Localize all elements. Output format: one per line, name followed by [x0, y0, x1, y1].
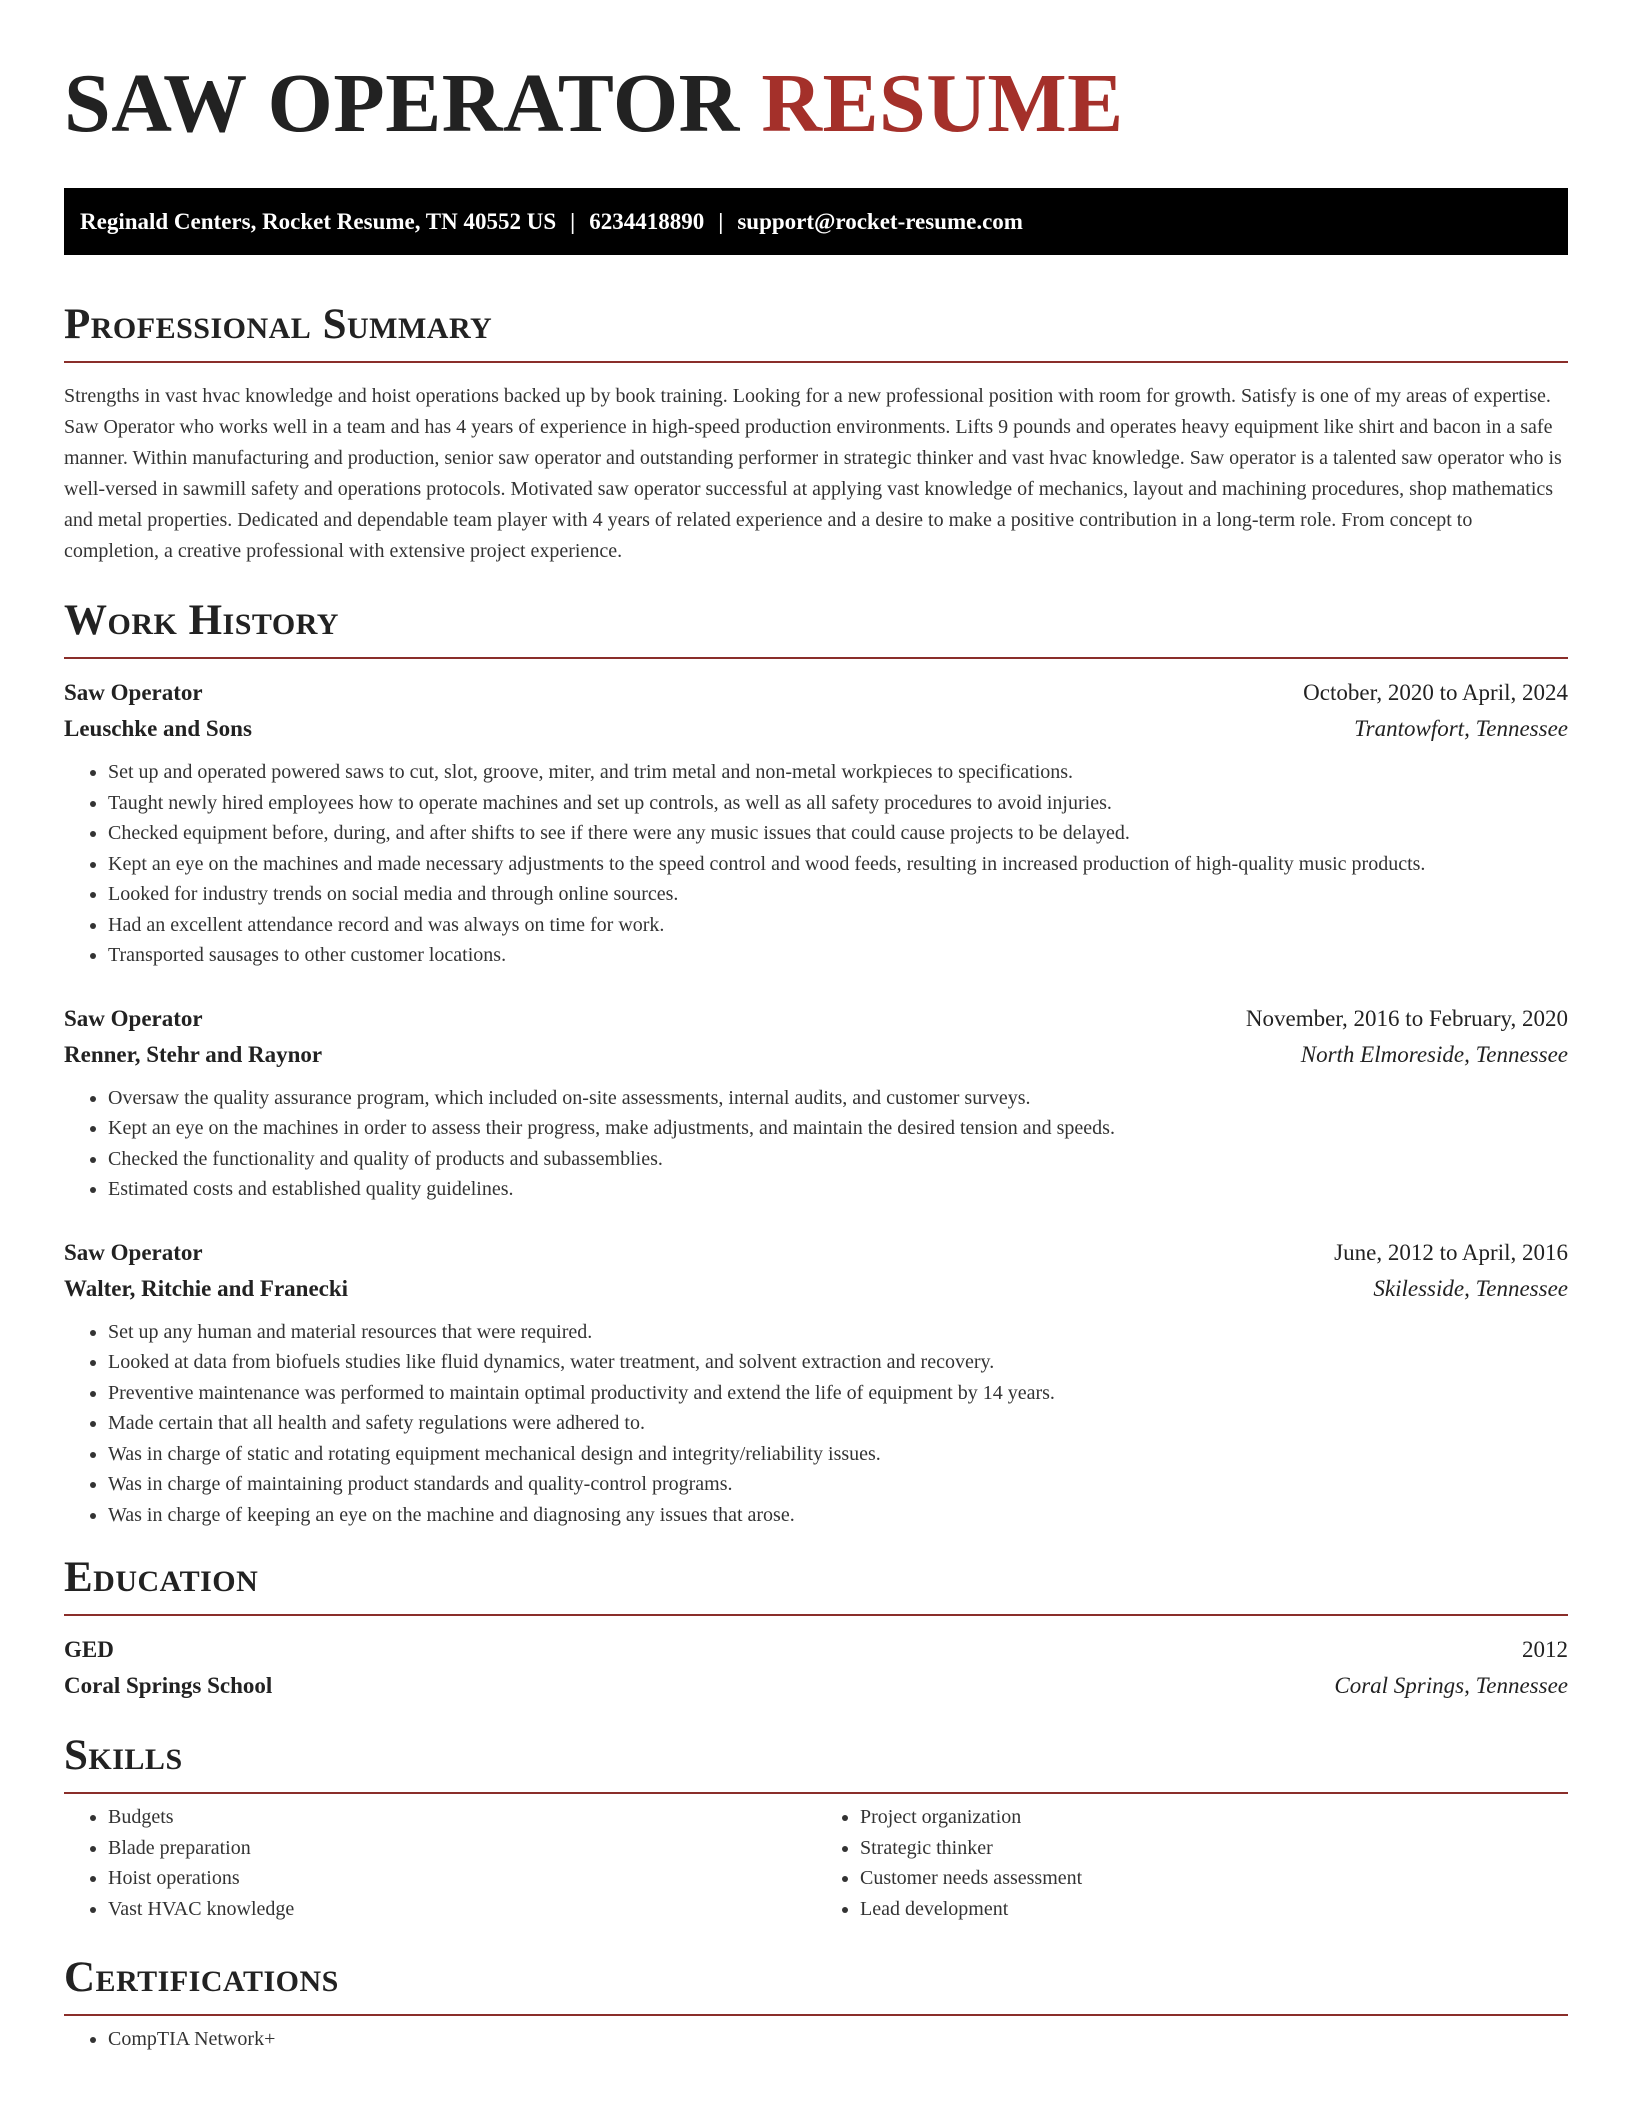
skills-section — [64, 1730, 1568, 1924]
work-history-heading: Work History — [64, 597, 339, 644]
job-bullet: • Transported sausages to other customer locations. — [108, 940, 1568, 971]
job-entry — [64, 1001, 1568, 1205]
certifications-heading: Certifications — [64, 1954, 339, 2001]
section-divider — [64, 1792, 1568, 1794]
job-bullet: • Checked the functionality and quality of products and subassemblies. — [108, 1144, 1568, 1175]
skill-item: • Budgets — [108, 1802, 816, 1833]
job-header-row — [64, 675, 1568, 711]
education-entry — [64, 1632, 1568, 1704]
education-location: Coral Springs, Tennessee — [1334, 1673, 1568, 1698]
job-bullets — [64, 1083, 1568, 1205]
education-school-row — [64, 1668, 1568, 1704]
skill-item: • Vast HVAC knowledge — [108, 1894, 816, 1925]
education-school: Coral Springs School — [64, 1673, 273, 1698]
skill-item: • Customer needs assessment — [860, 1863, 1568, 1894]
contact-name-location: Reginald Centers, Rocket Resume, TN 40552 US — [80, 209, 557, 234]
section-divider — [64, 2014, 1568, 2016]
title-accent: RESUME — [761, 57, 1124, 150]
job-bullet: • Set up and operated powered saws to cut, slot, groove, miter, and trim metal and non-metal workpieces to specifications. — [108, 757, 1568, 788]
job-dates: October, 2020 to April, 2024 — [1303, 680, 1568, 705]
section-divider — [64, 361, 1568, 363]
certification-item: • CompTIA Network+ — [108, 2024, 1568, 2055]
skills-grid — [64, 1802, 1568, 1924]
job-bullet: • Looked for industry trends on social media and through online sources. — [108, 879, 1568, 910]
contact-separator: | — [570, 209, 576, 234]
job-bullet: • Checked equipment before, during, and after shifts to see if there were any music issues that could cause projects to be delayed. — [108, 818, 1568, 849]
education-year: 2012 — [1522, 1637, 1568, 1662]
title-main: SAW OPERATOR — [64, 57, 740, 150]
job-entry — [64, 675, 1568, 971]
job-location: North Elmoreside, Tennessee — [1300, 1041, 1568, 1067]
job-company-row — [64, 1271, 1568, 1307]
job-bullet: • Made certain that all health and safety regulations were adhered to. — [108, 1408, 1568, 1439]
summary-text: Strengths in vast hvac knowledge and hoist operations backed up by book training. Looking for a new professional position with room for growth. Satisfy is one of my areas of expertise. Saw Operator who works well in a team and has 4 years of experience in high-speed production environments. Lifts 9 pounds and operates heavy equipment like shirt and bacon in a safe manner. Within manufacturing and production, senior saw operator and outstanding performer in strategic thinker and vast hvac knowledge. Saw operator is a talented saw operator who is well-versed in sawmill safety and operations protocols. Motivated saw operator successful at applying vast knowledge of mechanics, layout and machining procedures, shop mathematics and metal properties. Dedicated and dependable team player with 4 years of related experience and a desire to make a positive contribution in a long-term role. From concept to completion, a creative professional with extensive project experience. — [64, 385, 1562, 562]
job-company-row — [64, 1037, 1568, 1073]
section-divider — [64, 1614, 1568, 1616]
job-bullet: • Taught newly hired employees how to operate machines and set up controls, as well as all safety procedures to avoid injuries. — [108, 788, 1568, 819]
job-bullet: • Kept an eye on the machines and made necessary adjustments to the speed control and wood feeds, resulting in increased production of high-quality music products. — [108, 849, 1568, 880]
job-bullet: • Had an excellent attendance record and was always on time for work. — [108, 910, 1568, 941]
education-degree-row — [64, 1632, 1568, 1668]
job-title: Saw Operator — [64, 1239, 203, 1265]
certifications-section — [64, 1952, 1568, 2055]
job-bullet: • Oversaw the quality assurance program, which included on-site assessments, internal audits, and customer surveys. — [108, 1083, 1568, 1114]
job-location: Skilesside, Tennessee — [1373, 1275, 1568, 1301]
job-company: Renner, Stehr and Raynor — [64, 1041, 323, 1067]
work-history-section — [64, 595, 1568, 1530]
job-company: Leuschke and Sons — [64, 716, 252, 741]
education-heading: Education — [64, 1554, 259, 1601]
contact-phone: 6234418890 — [589, 209, 705, 234]
skill-item: • Strategic thinker — [860, 1833, 1568, 1864]
job-bullet: • Was in charge of keeping an eye on the machine and diagnosing any issues that arose. — [108, 1500, 1568, 1531]
job-entry — [64, 1235, 1568, 1531]
job-bullets — [64, 757, 1568, 971]
contact-email: support@rocket-resume.com — [737, 209, 1023, 234]
skill-item: • Blade preparation — [108, 1833, 816, 1864]
job-title: Saw Operator — [64, 680, 203, 705]
job-header-row — [64, 1001, 1568, 1037]
education-section — [64, 1552, 1568, 1704]
skills-column-right — [816, 1802, 1568, 1924]
job-bullet: • Looked at data from biofuels studies like fluid dynamics, water treatment, and solvent extraction and recovery. — [108, 1347, 1568, 1378]
job-location: Trantowfort, Tennessee — [1354, 716, 1568, 741]
section-divider — [64, 657, 1568, 659]
resume-title — [64, 0, 1568, 152]
summary-heading: Professional Summary — [64, 301, 493, 348]
job-bullet: • Was in charge of maintaining product standards and quality-control programs. — [108, 1469, 1568, 1500]
job-company: Walter, Ritchie and Franecki — [64, 1275, 349, 1301]
education-degree: GED — [64, 1637, 114, 1662]
job-bullets — [64, 1317, 1568, 1531]
job-company-row — [64, 711, 1568, 747]
contact-separator: | — [718, 209, 724, 234]
job-bullet: • Preventive maintenance was performed to maintain optimal productivity and extend the life of equipment by 14 years. — [108, 1378, 1568, 1409]
summary-section — [64, 299, 1568, 567]
certifications-list — [64, 2024, 1568, 2055]
job-bullet: • Set up any human and material resources that were required. — [108, 1317, 1568, 1348]
skill-item: • Lead development — [860, 1894, 1568, 1925]
job-bullet: • Estimated costs and established quality guidelines. — [108, 1174, 1568, 1205]
job-title: Saw Operator — [64, 1005, 203, 1031]
skills-column-left — [64, 1802, 816, 1924]
skill-item: • Hoist operations — [108, 1863, 816, 1894]
job-bullet: • Was in charge of static and rotating equipment mechanical design and integrity/reliability issues. — [108, 1439, 1568, 1470]
job-dates: November, 2016 to February, 2020 — [1245, 1005, 1568, 1031]
contact-bar — [64, 188, 1568, 255]
skill-item: • Project organization — [860, 1802, 1568, 1833]
skills-heading: Skills — [64, 1732, 183, 1779]
job-header-row — [64, 1235, 1568, 1271]
job-bullet: • Kept an eye on the machines in order to assess their progress, make adjustments, and maintain the desired tension and speeds. — [108, 1113, 1568, 1144]
job-dates: June, 2012 to April, 2016 — [1334, 1239, 1568, 1265]
